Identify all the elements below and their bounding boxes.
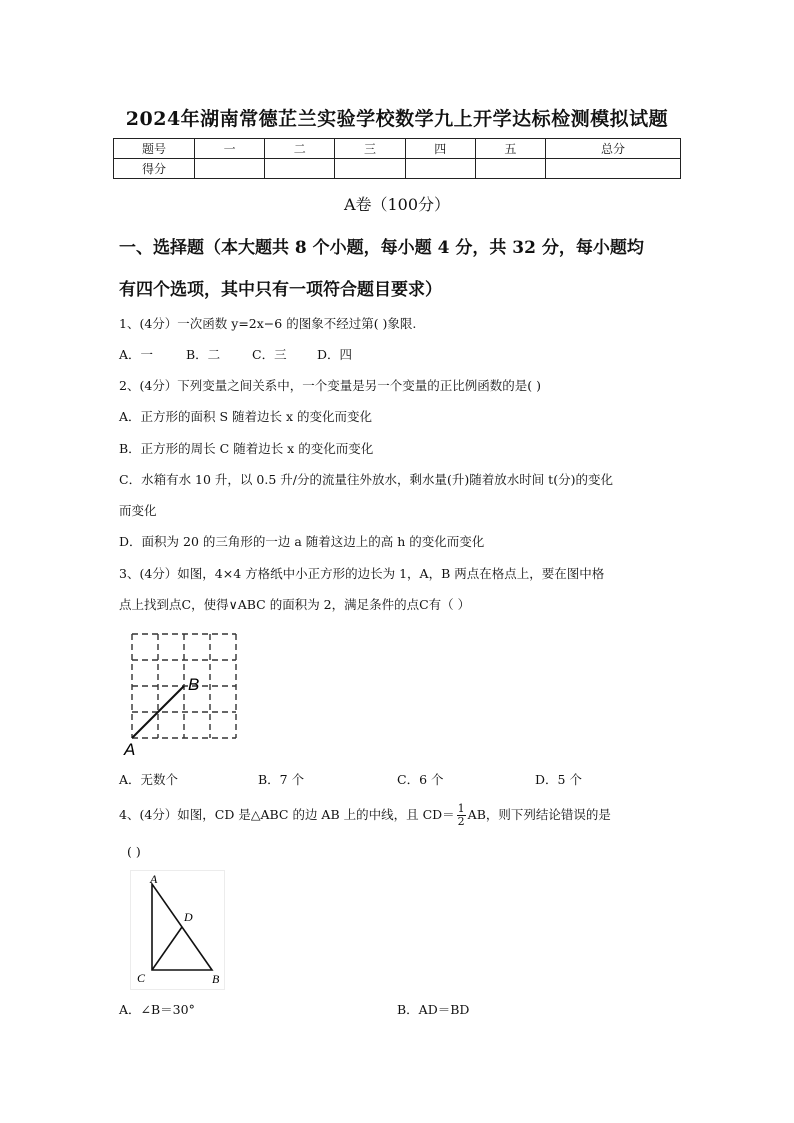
fraction-one-half	[457, 803, 466, 828]
question-2-option-c-line1: C．水箱有水 10 升，以 0.5 升/分的流量往外放水，剩水量(升)随着放水时间 t(分)的变化	[119, 472, 613, 487]
question-1-option-d: D．四	[317, 347, 353, 362]
question-2-option-b: B．正方形的周长 C 随着边长 x 的变化而变化	[119, 441, 374, 456]
score-header-cell: 二	[265, 139, 335, 159]
paper-section-label: A卷（100分）	[343, 195, 451, 214]
question-2-option-c-line2: 而变化	[119, 503, 157, 518]
fraction-denominator: 2	[457, 815, 465, 828]
point-a-label: A	[124, 740, 136, 758]
point-b-label: B	[188, 675, 200, 694]
score-header-cell: 三	[335, 139, 405, 159]
question-4-answer-paren: ( )	[127, 844, 141, 859]
question-4-option-b: B．AD＝BD	[397, 1002, 470, 1017]
question-1-stem: 1、(4分）一次函数 y=2x−6 的图象不经过第( )象限.	[119, 316, 417, 331]
question-3-option-a: A．无数个	[119, 772, 179, 787]
question-4-option-a: A．∠B＝30°	[119, 1002, 195, 1017]
score-header-cell: 题号	[114, 139, 195, 159]
score-cell	[195, 159, 265, 179]
grid-figure	[118, 628, 248, 758]
question-3-stem-line2: 点上找到点C，使得∨ABC 的面积为 2，满足条件的点C有（ ）	[119, 597, 471, 612]
score-header-cell: 总分	[546, 139, 681, 159]
score-table-header-row	[114, 139, 681, 159]
score-row-label: 得分	[114, 159, 195, 179]
question-1-option-a: A．一	[119, 347, 154, 362]
exam-title: 2024年湖南常德芷兰实验学校数学九上开学达标检测模拟试题	[125, 108, 669, 130]
score-header-cell: 四	[405, 139, 475, 159]
triangle-figure	[130, 870, 225, 990]
score-cell	[405, 159, 475, 179]
question-3-stem-line1: 3、(4分）如图，4×4 方格纸中小正方形的边长为 1，A，B 两点在格点上，要在图中格	[119, 566, 605, 581]
vertex-b-label: B	[212, 972, 220, 986]
question-1-option-b: B．二	[186, 347, 221, 362]
score-header-cell: 五	[475, 139, 545, 159]
question-4-stem	[119, 802, 679, 828]
score-table-score-row	[114, 159, 681, 179]
question-2-stem: 2、(4分）下列变量之间关系中，一个变量是另一个变量的正比例函数的是( )	[119, 378, 542, 393]
question-2-option-a: A．正方形的面积 S 随着边长 x 的变化而变化	[119, 409, 373, 424]
score-header-cell: 一	[195, 139, 265, 159]
score-cell	[335, 159, 405, 179]
question-3-option-b: B．7 个	[258, 772, 305, 787]
score-cell	[475, 159, 545, 179]
vertex-a-label: A	[150, 872, 158, 886]
score-cell	[546, 159, 681, 179]
score-cell	[265, 159, 335, 179]
section-heading-line2: 有四个选项，其中只有一项符合题目要求）	[119, 280, 442, 300]
median-cd	[152, 927, 182, 970]
question-4-stem-post: AB，则下列结论错误的是	[467, 807, 611, 822]
question-3-option-d: D．5 个	[535, 772, 582, 787]
question-4-stem-pre: 4、(4分）如图，CD 是△ABC 的边 AB 上的中线，且 CD＝	[119, 807, 455, 822]
question-2-option-d: D．面积为 20 的三角形的一边 a 随着这边上的高 h 的变化而变化	[119, 534, 485, 549]
section-heading-line1: 一、选择题（本大题共 8 个小题，每小题 4 分，共 32 分，每小题均	[119, 238, 644, 258]
point-d-label: D	[184, 910, 193, 924]
question-3-option-c: C．6 个	[397, 772, 444, 787]
vertex-c-label: C	[137, 971, 146, 985]
question-1-option-c: C．三	[252, 347, 287, 362]
score-table	[113, 138, 681, 179]
fraction-numerator: 1	[457, 802, 465, 815]
